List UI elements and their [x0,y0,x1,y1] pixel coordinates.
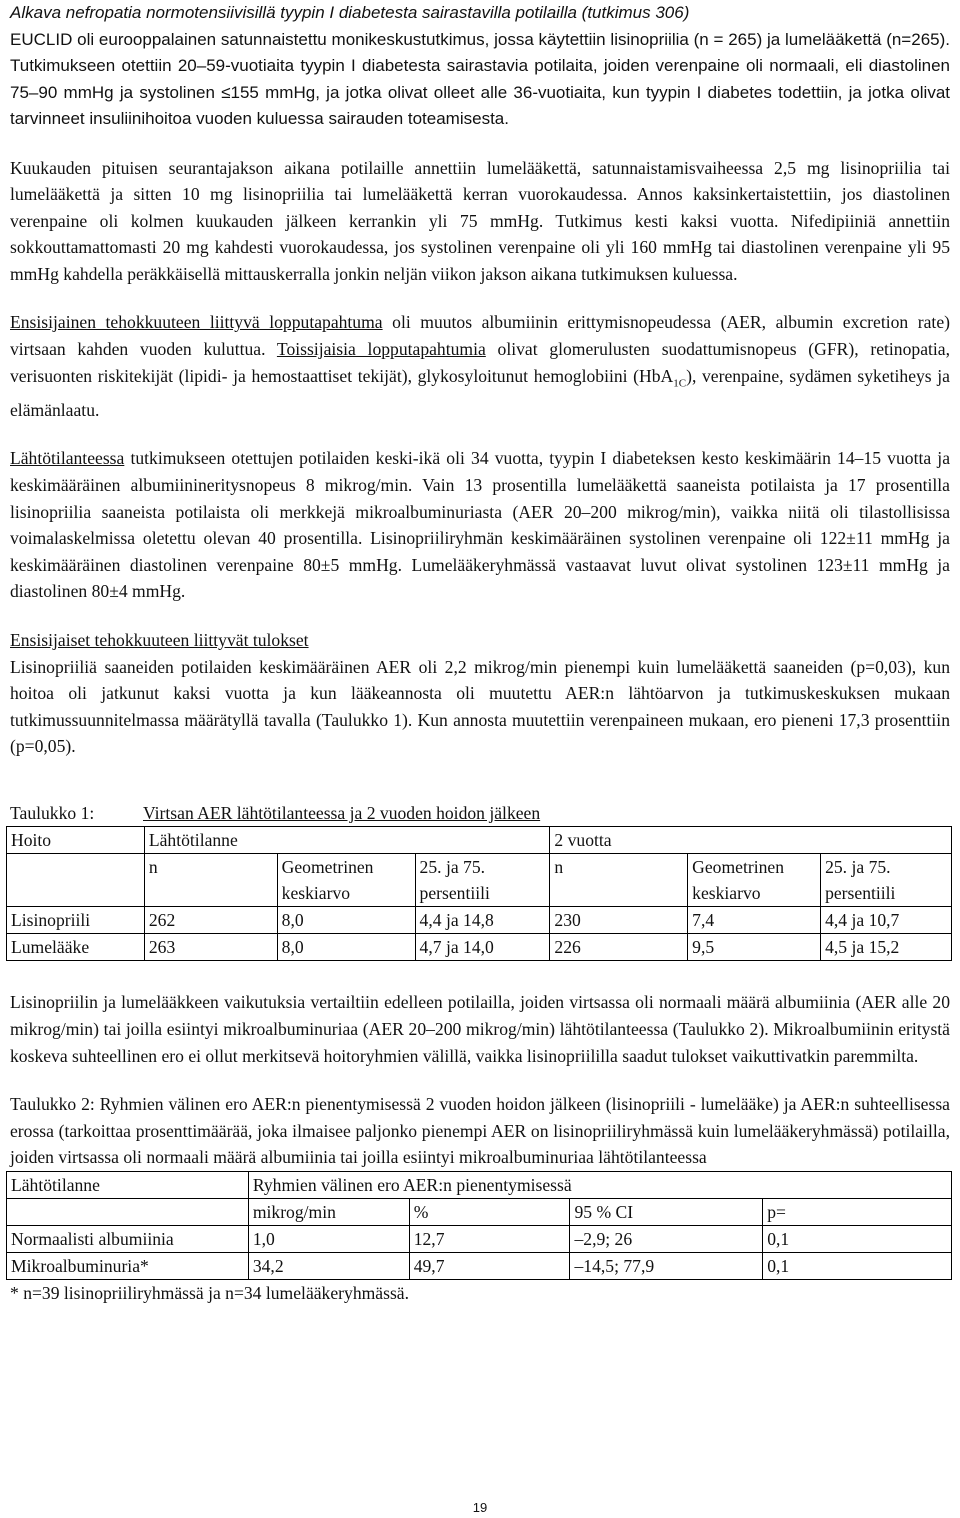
table1-header-hoito: Hoito [7,827,145,854]
table-cell: 226 [550,934,688,961]
secondary-endpoint-text: olivat glomerulusten suodattumisnopeus (GFR), retinopatia, verisuonten riskitekijät (lipidi- ja hemostaattiset tekijät), glykosyloitunut hemoglobiini (HbA [10,339,950,386]
table1-header-row [7,827,952,854]
table-cell: 4,4 ja 14,8 [415,907,550,934]
paragraph-comparison: Lisinopriilin ja lumelääkkeen vaikutuksia vertailtiin edelleen potilailla, joiden virtsassa oli normaali määrä albumiinia (AER alle 20 mikrog/min) tai joilla esiintyi mikroalbuminuriaa (AER 20–200 mikrog/min) lähtötilanteessa (Taulukko 2). Mikroalbumiinin eritystä koskeva suhteellinen ero ei ollut merkitsevä hoitoryhmien välillä, vaikka lisinopriililla saadut tulokset vaikuttivatkin paremmilta. [10,992,950,1066]
table-cell: 4,7 ja 14,0 [415,934,550,961]
table2-sub-cell: % [409,1199,570,1226]
table2-header-group: Ryhmien välinen ero AER:n pienentymisessä [248,1172,951,1199]
table-cell: –14,5; 77,9 [570,1253,763,1280]
table1-sub-cell: Geometrinen keskiarvo [277,854,415,907]
table1-subheader-row [7,854,952,907]
table1-sub-cell: n [550,854,688,907]
baseline-term: Lähtötilanteessa [10,448,125,469]
table-cell: 34,2 [248,1253,409,1280]
secondary-endpoint-text-end: ), verenpaine, sydämen syketiheys ja elämänlaatu. [10,365,950,420]
table1-header-baseline: Lähtötilanne [144,827,550,854]
table2-subheader-row [7,1199,952,1226]
primary-endpoint-text: oli muutos albumiinin erittymisnopeudessa (AER, albumin excretion rate) virtsaan kahden vuoden kuluttua. [10,312,950,360]
table1-title: Virtsan AER lähtötilanteessa ja 2 vuoden hoidon jälkeen [143,802,541,823]
results-heading: Ensisijaiset tehokkuuteen liittyvät tulokset [10,629,309,650]
table1-header-2y: 2 vuotta [550,827,952,854]
table-cell: 262 [144,907,277,934]
page-number: 19 [472,1500,488,1515]
table-cell: 263 [144,934,277,961]
table2-sub-cell: 95 % CI [570,1199,763,1226]
intro-heading: Alkava nefropatia normotensiivisillä tyypin I diabetesta sairastavilla potilailla (tutkimus 306) [10,3,690,22]
results-text: Lisinopriiliä saaneiden potilaiden keskimääräinen AER oli 2,2 mikrog/min pienempi kuin lumelääkettä saaneiden (p=0,03), kun hoitoa oli jatkunut kaksi vuotta ja kun lääkeannosta oli muutettu AER:n lähtöarvon ja tutkimuskeskuksen mukaan tutkimussuunnitelmassa määrätyllä tavalla (Taulukko 1). Kun annosta muutettiin verenpaineen mukaan, ero pieneni 17,3 prosenttiin (p=0,05). [10,656,950,757]
table1-sub-cell: 25. ja 75. persentiili [415,854,550,907]
table-cell: Normaalisti albumiinia [7,1226,249,1253]
table1-sub-cell: n [144,854,277,907]
table-cell: 12,7 [409,1226,570,1253]
table-cell: 9,5 [688,934,821,961]
intro-paragraph [10,0,950,133]
intro-lead: EUCLID oli eurooppalainen satunnaistettu monikeskustutkimus, jossa käytettiin lisinopriilia (n = 265) ja lumelääkettä (n=265). [10,29,950,49]
paragraph-baseline [10,445,950,605]
table-row [7,1253,952,1280]
table-cell: 4,5 ja 15,2 [821,934,952,961]
table-cell: 7,4 [688,907,821,934]
table-cell: 8,0 [277,934,415,961]
table-cell: –2,9; 26 [570,1226,763,1253]
table-cell: 8,0 [277,907,415,934]
table2-sub-cell: p= [763,1199,952,1226]
paragraph-dosing: Kuukauden pituisen seurantajakson aikana potilaille annettiin lumelääkettä, satunnaistamisvaiheessa 2,5 mg lisinopriilia tai lumelääkettä ja sitten 10 mg lisinopriilia tai lumelääkettä kerran vuorokaudessa. Annos kaksinkertaistettiin, jos diastolinen verenpaine oli kolmen kuukauden jälkeen kerrankin yli 75 mmHg. Tutkimus kesti kaksi vuotta. Nifedipiiniä annettiin sokkouttamattomasti 20 mg kahdesti vuorokaudessa, jos systolinen verenpaine oli yli 160 mmHg tai diastolinen verenpaine yli 95 mmHg kahdella peräkkäisellä mittauskerralla jonkin neljän viikon jakson aikana tutkimuksen kuluessa. [10,157,950,284]
table-cell: Lisinopriili [7,907,145,934]
table-cell: 0,1 [763,1226,952,1253]
table-cell: 1,0 [248,1226,409,1253]
table-cell: Lumelääke [7,934,145,961]
table1-caption [10,800,950,827]
table-row [7,934,952,961]
table2-header-row [7,1172,952,1199]
table-cell: Mikroalbuminuria* [7,1253,249,1280]
table2-sub-cell: mikrog/min [248,1199,409,1226]
table-cell: 0,1 [763,1253,952,1280]
paragraph-results [10,627,950,760]
table2-footnote: * n=39 lisinopriiliryhmässä ja n=34 lumelääkeryhmässä. [10,1283,410,1304]
table2-header-baseline: Lähtötilanne [7,1172,249,1199]
table-row [7,907,952,934]
table-1 [6,826,952,961]
secondary-endpoint-term: Toissijaisia lopputapahtumia [276,339,486,360]
document-page [10,0,950,1307]
intro-body: Tutkimukseen otettiin 20–59-vuotiaita tyypin I diabetesta sairastavia potilaita, joiden verenpaine oli normaali, eli diastolinen 75–90 mmHg ja systolinen ≤155 mmHg, ja jotka olivat olleet alle 36-vuotiaita, kun tyypin I diabetes todettiin, ja jotka olivat tarvinneet insuliinihoitoa vuoden kuluessa sairauden toteamisesta. [10,56,950,128]
table1-sub-cell: 25. ja 75. persentiili [821,854,952,907]
table-cell: 4,4 ja 10,7 [821,907,952,934]
table2-caption: Taulukko 2: Ryhmien välinen ero AER:n pienentymisessä 2 vuoden hoidon jälkeen (lisinopriili - lumelääke) ja AER:n suhteellisessa erossa (tarkoittaa prosenttimäärää, joka ilmaisee paljonko pienempi AER on lisinopriiliryhmässä kuin lumelääkeryhmässä) potilailla, joiden virtsassa oli normaali määrä albumiinia tai joilla esiintyi mikroalbuminuriaa lähtötilanteessa [10,1094,950,1168]
table1-label: Taulukko 1: [10,802,95,823]
table-cell: 49,7 [409,1253,570,1280]
paragraph-endpoints [10,309,950,423]
primary-endpoint-term: Ensisijainen tehokkuuteen liittyvä lopputapahtuma [10,312,383,333]
baseline-text: tutkimukseen otettujen potilaiden keski-ikä oli 34 vuotta, tyypin I diabeteksen kesto keskimäärin 14–15 vuotta ja keskimääräinen albumiinineritysnopeus 8 mikrog/min. Vain 13 prosentilla lumelääkettä saaneista potilaista ja 17 prosentilla lisinopriilia saaneista potilaista oli merkkejä mikroalbuminuriasta (AER 20–200 mikrog/min), vaikka niitä oli tilastollisissa voimalaskelmissa oletettu olevan 40 prosentilla. Lisinopriiliryhmän keskimääräinen systolinen verenpaine oli 122±11 mmHg ja keskimääräinen diastolinen verenpaine 80±5 mmHg. Lumelääkeryhmässä vastaavat luvut olivat systolinen 123±11 mmHg ja diastolinen 80±4 mmHg. [10,448,950,602]
table-row [7,1226,952,1253]
table1-sub-cell: Geometrinen keskiarvo [688,854,821,907]
table-cell: 230 [550,907,688,934]
table-2 [6,1171,952,1280]
hba1c-subscript: 1C [673,377,687,390]
